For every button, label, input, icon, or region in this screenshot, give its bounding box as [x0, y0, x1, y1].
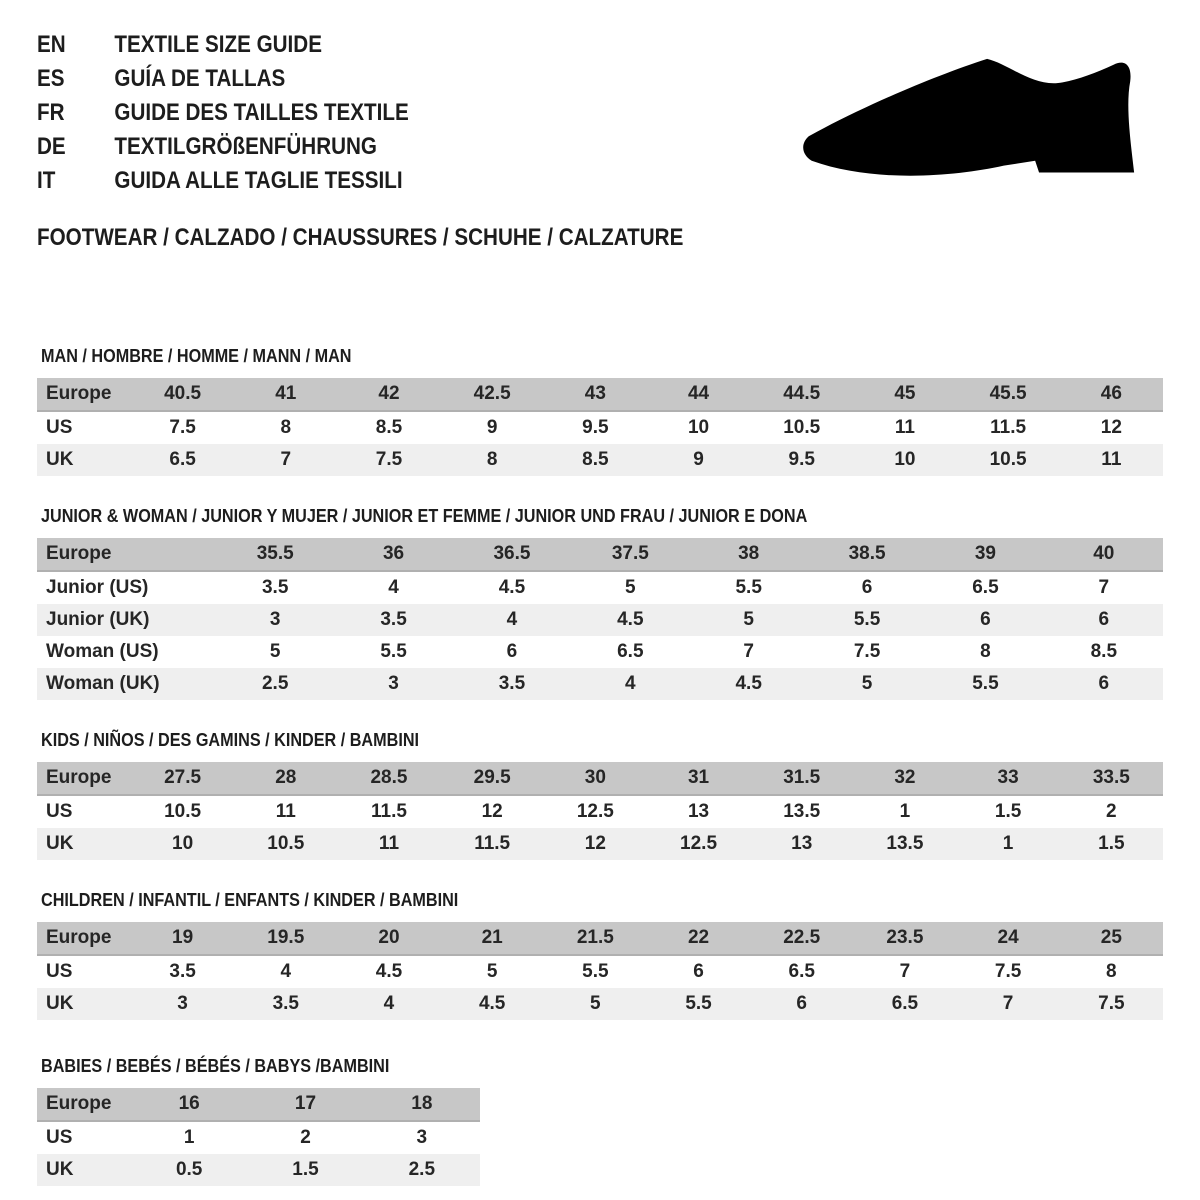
size-cell: 23.5: [853, 922, 956, 955]
language-title: TEXTILGRÖßENFÜHRUNG: [114, 133, 377, 160]
size-cell: 5: [486, 961, 498, 982]
size-cell: 2.5: [364, 1154, 480, 1186]
size-cell: 5: [625, 577, 636, 598]
size-cell: 8.5: [544, 444, 647, 476]
size-cell: 7.5: [337, 444, 440, 476]
section-title-junior-woman: JUNIOR & WOMAN / JUNIOR Y MUJER / JUNIOR ET FEMME / JUNIOR UND FRAU / JUNIOR E DONA: [41, 506, 808, 526]
size-cell: 43: [544, 378, 647, 411]
size-cell: 6.5: [853, 988, 956, 1020]
size-cell: 3: [416, 1127, 428, 1148]
dress-shoe-icon: [796, 52, 1141, 179]
language-title: GUÍA DE TALLAS: [114, 65, 286, 92]
size-cell: 11: [894, 417, 915, 438]
table-row: [37, 922, 1163, 955]
size-cell: 42.5: [441, 378, 544, 411]
size-cell: 5: [690, 604, 808, 636]
table-row: [37, 955, 1163, 988]
table-row: [37, 988, 1163, 1020]
size-cell: 30: [544, 762, 647, 795]
size-cell: 6: [506, 641, 518, 662]
language-code: IT: [37, 167, 56, 194]
page-header: [37, 28, 1163, 200]
size-cell: 5.5: [380, 641, 407, 662]
size-cell: 12.5: [647, 828, 750, 860]
size-cell: 6.5: [972, 577, 999, 598]
size-cell: 7.5: [169, 417, 196, 438]
size-cell: 6.5: [617, 641, 644, 662]
size-cell: 1.5: [247, 1154, 363, 1186]
table-row: [37, 538, 1163, 571]
size-cell: 5: [269, 641, 281, 662]
size-cell: 2.5: [216, 668, 334, 700]
size-cell: 4.5: [375, 961, 403, 982]
size-cell: 6: [1045, 668, 1163, 700]
size-cell: 1: [899, 801, 911, 822]
size-cell: 1.5: [1060, 828, 1163, 860]
section-title-children: CHILDREN / INFANTIL / ENFANTS / KINDER / BAMBINI: [41, 890, 459, 910]
size-cell: 9.5: [582, 417, 609, 438]
size-cell: 20: [337, 922, 440, 955]
size-cell: 9: [486, 417, 498, 438]
size-cell: 3.5: [234, 988, 337, 1020]
size-cell: 0.5: [131, 1154, 247, 1186]
table-row: [37, 795, 1163, 828]
size-cell: 29.5: [441, 762, 544, 795]
size-cell: 10: [853, 444, 956, 476]
size-cell: 7.5: [853, 641, 881, 662]
size-cell: 10.5: [164, 801, 202, 822]
size-cell: 24: [957, 922, 1060, 955]
size-cell: 10.5: [957, 444, 1060, 476]
row-label: Woman (US): [46, 641, 159, 662]
size-cell: 3: [216, 604, 334, 636]
section-title-babies: BABIES / BEBÉS / BÉBÉS / BABYS /BAMBINI: [41, 1056, 390, 1076]
row-label: Europe: [37, 922, 131, 955]
language-title: GUIDE DES TAILLES TEXTILE: [114, 99, 409, 126]
size-cell: 4.5: [498, 577, 526, 598]
size-cell: 11: [337, 828, 440, 860]
size-cell: 3.5: [334, 604, 452, 636]
size-table-babies: [37, 1088, 480, 1186]
size-cell: 7.5: [1060, 988, 1163, 1020]
row-label: US: [46, 1127, 73, 1148]
size-cell: 12: [481, 801, 503, 822]
size-cell: 13.5: [783, 801, 821, 822]
size-cell: 31: [647, 762, 750, 795]
size-cell: 6: [926, 604, 1044, 636]
size-cell: 3.5: [169, 961, 196, 982]
size-cell: 10: [131, 828, 234, 860]
size-cell: 8.5: [375, 417, 403, 438]
size-cell: 6.5: [788, 961, 815, 982]
section-man: [37, 346, 1163, 476]
row-label: US: [46, 417, 73, 438]
size-table-children: [37, 922, 1163, 1020]
row-label: Woman (UK): [37, 668, 216, 700]
size-cell: 10.5: [783, 417, 821, 438]
row-label: Europe: [37, 538, 216, 571]
size-cell: 2: [1106, 801, 1117, 822]
size-cell: 40.5: [131, 378, 234, 411]
row-label: UK: [37, 1154, 131, 1186]
size-cell: 16: [131, 1088, 247, 1121]
size-cell: 37.5: [571, 538, 689, 571]
size-cell: 5.5: [582, 961, 609, 982]
size-cell: 13: [750, 828, 853, 860]
size-cell: 11.5: [441, 828, 544, 860]
size-cell: 1: [183, 1127, 195, 1148]
row-label: US: [46, 801, 73, 822]
language-title: GUIDA ALLE TAGLIE TESSILI: [114, 167, 403, 194]
size-cell: 25: [1060, 922, 1163, 955]
size-cell: 4: [453, 604, 571, 636]
size-cell: 3: [334, 668, 452, 700]
size-cell: 36.5: [453, 538, 571, 571]
size-cell: 5.5: [647, 988, 750, 1020]
size-cell: 7: [234, 444, 337, 476]
size-cell: 45: [853, 378, 956, 411]
size-cell: 44.5: [750, 378, 853, 411]
size-cell: 19.5: [234, 922, 337, 955]
table-row: [37, 444, 1163, 476]
size-cell: 45.5: [957, 378, 1060, 411]
size-cell: 36: [334, 538, 452, 571]
language-code: FR: [37, 99, 65, 126]
size-cell: 8: [441, 444, 544, 476]
size-cell: 12.5: [576, 801, 614, 822]
table-row: [37, 1154, 480, 1186]
size-cell: 3.5: [453, 668, 571, 700]
size-cell: 11: [275, 801, 296, 822]
row-label: UK: [37, 828, 131, 860]
size-cell: 38: [690, 538, 808, 571]
size-cell: 33.5: [1060, 762, 1163, 795]
size-cell: 5.5: [735, 577, 762, 598]
size-cell: 13: [687, 801, 710, 822]
size-cell: 32: [853, 762, 956, 795]
row-label: Europe: [37, 1088, 131, 1121]
size-cell: 8: [980, 641, 991, 662]
table-row: [37, 604, 1163, 636]
row-label: UK: [37, 444, 131, 476]
language-code: DE: [37, 133, 66, 160]
size-cell: 21.5: [544, 922, 647, 955]
size-cell: 22.5: [750, 922, 853, 955]
category-heading: FOOTWEAR / CALZADO / CHAUSSURES / SCHUHE / CALZATURE: [37, 224, 684, 251]
size-cell: 11.5: [990, 417, 1027, 438]
size-cell: 8: [280, 417, 292, 438]
size-cell: 22: [647, 922, 750, 955]
size-cell: 31.5: [750, 762, 853, 795]
size-cell: 9: [647, 444, 750, 476]
size-cell: 5.5: [808, 604, 926, 636]
size-cell: 12: [1100, 417, 1122, 438]
size-cell: 6: [693, 961, 704, 982]
language-title: TEXTILE SIZE GUIDE: [114, 31, 322, 58]
size-cell: 46: [1060, 378, 1163, 411]
section-babies: [37, 1056, 1163, 1186]
size-cell: 8.5: [1090, 641, 1118, 662]
table-row: [37, 571, 1163, 604]
table-row: [37, 828, 1163, 860]
size-cell: 8: [1106, 961, 1117, 982]
size-cell: 21: [441, 922, 544, 955]
size-cell: 6: [1045, 604, 1163, 636]
size-cell: 7.5: [994, 961, 1022, 982]
size-cell: 1: [957, 828, 1060, 860]
row-label: US: [46, 961, 73, 982]
size-cell: 11.5: [371, 801, 407, 822]
section-kids: [37, 730, 1163, 860]
size-cell: 3: [131, 988, 234, 1020]
size-cell: 12: [544, 828, 647, 860]
size-cell: 33: [957, 762, 1060, 795]
size-cell: 27.5: [131, 762, 234, 795]
row-label: Europe: [37, 378, 131, 411]
section-title-kids: KIDS / NIÑOS / DES GAMINS / KINDER / BAMBINI: [41, 730, 420, 750]
size-cell: 10.5: [234, 828, 337, 860]
size-cell: 7: [957, 988, 1060, 1020]
section-title-man: MAN / HOMBRE / HOMME / MANN / MAN: [41, 346, 352, 366]
size-cell: 4: [280, 961, 292, 982]
size-cell: 7: [899, 961, 911, 982]
size-cell: 6: [750, 988, 853, 1020]
size-cell: 4.5: [571, 604, 689, 636]
size-cell: 2: [300, 1127, 311, 1148]
size-table-junior-woman: [37, 538, 1163, 700]
size-cell: 18: [364, 1088, 480, 1121]
section-children: [37, 890, 1163, 1020]
size-cell: 35.5: [216, 538, 334, 571]
table-row: [37, 378, 1163, 411]
size-cell: 42: [337, 378, 440, 411]
size-cell: 19: [131, 922, 234, 955]
table-row: [37, 1121, 480, 1154]
row-label: Junior (US): [46, 577, 149, 598]
table-row: [37, 668, 1163, 700]
size-cell: 28: [234, 762, 337, 795]
row-label: UK: [37, 988, 131, 1020]
size-cell: 10: [687, 417, 710, 438]
size-cell: 28.5: [337, 762, 440, 795]
table-row: [37, 1088, 480, 1121]
size-cell: 40: [1045, 538, 1163, 571]
size-cell: 44: [647, 378, 750, 411]
size-cell: 1.5: [994, 801, 1022, 822]
size-cell: 7: [1098, 577, 1110, 598]
language-code: EN: [37, 31, 66, 58]
size-table-kids: [37, 762, 1163, 860]
table-row: [37, 411, 1163, 444]
size-cell: 4: [337, 988, 440, 1020]
size-cell: 13.5: [853, 828, 956, 860]
size-cell: 39: [926, 538, 1044, 571]
size-cell: 4: [388, 577, 399, 598]
size-cell: 9.5: [750, 444, 853, 476]
size-cell: 5.5: [926, 668, 1044, 700]
table-row: [37, 762, 1163, 795]
table-row: [37, 636, 1163, 668]
size-cell: 4.5: [441, 988, 544, 1020]
size-cell: 6.5: [131, 444, 234, 476]
size-table-man: [37, 378, 1163, 476]
size-cell: 5: [808, 668, 926, 700]
size-cell: 7: [743, 641, 754, 662]
size-cell: 5: [544, 988, 647, 1020]
language-code: ES: [37, 65, 65, 92]
size-cell: 38.5: [808, 538, 926, 571]
size-cell: 6: [861, 577, 873, 598]
size-cell: 4: [571, 668, 689, 700]
size-cell: 4.5: [690, 668, 808, 700]
size-cell: 41: [234, 378, 337, 411]
row-label: Europe: [37, 762, 131, 795]
size-cell: 3.5: [261, 577, 289, 598]
size-cell: 17: [247, 1088, 363, 1121]
size-cell: 11: [1060, 444, 1163, 476]
row-label: Junior (UK): [37, 604, 216, 636]
section-junior-woman: [37, 506, 1163, 700]
